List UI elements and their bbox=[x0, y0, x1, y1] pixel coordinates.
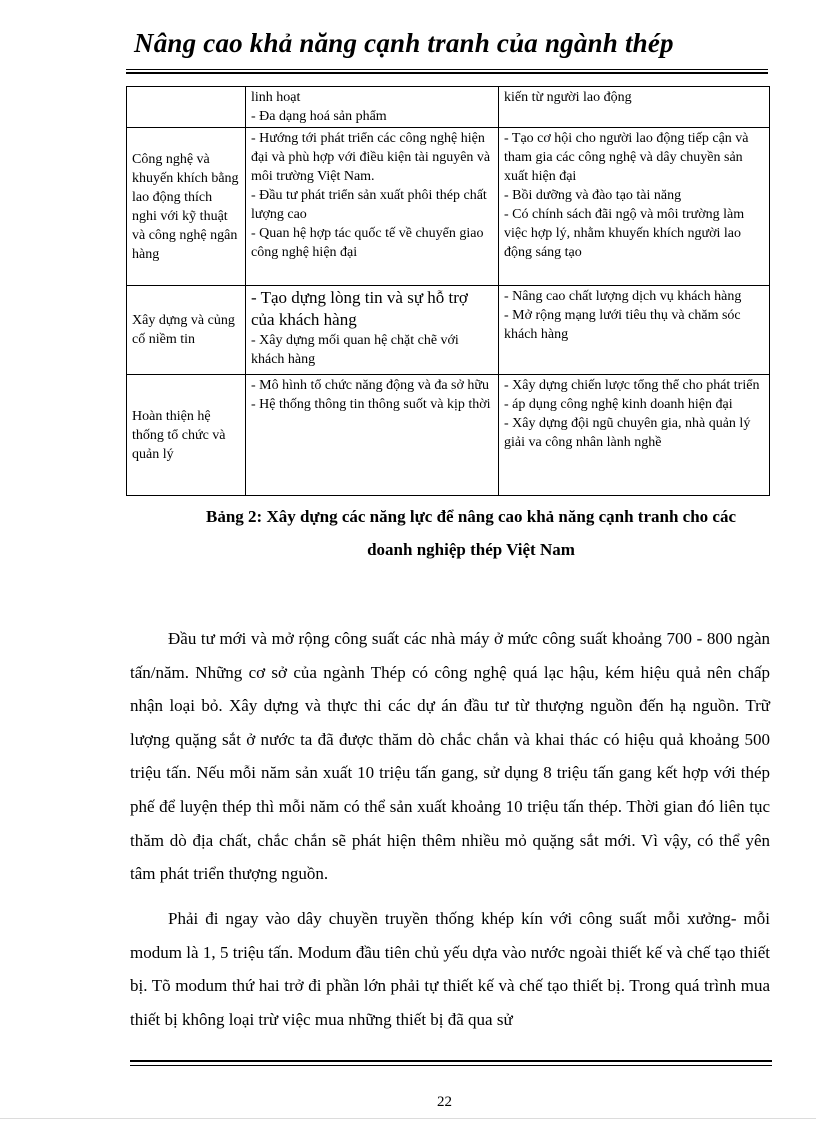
row-measures bbox=[246, 128, 499, 286]
table-row bbox=[127, 87, 770, 128]
cell-line: - Tạo cơ hội cho người lao động tiếp cận và tham gia các công nghệ và dây chuyền sản xuất hiện đại bbox=[504, 131, 749, 184]
body-paragraph: Phải đi ngay vào dây chuyền truyền thống khép kín với công suất mỗi xưởng- mỗi modum là 1, 5 triệu tấn. Modum đầu tiên chủ yếu dựa vào nước ngoài thiết kế và chế tạo thiết bị. Tõ modum thứ hai trở đi phần lớn phải tự thiết kế và chế tạo thiết bị. Trong quá trình mua thiết bị không loại trừ việc mua những thiết bị đã qua sử bbox=[130, 909, 770, 1029]
row-label: Hoàn thiện hệ thống tổ chức và quản lý bbox=[127, 375, 246, 496]
cell-line: - Hệ thống thông tin thông suốt và kịp thời bbox=[251, 397, 491, 412]
cell-line: - Quan hệ hợp tác quốc tế về chuyển giao công nghệ hiện đại bbox=[251, 226, 484, 260]
body-paragraph: Đầu tư mới và mở rộng công suất các nhà máy ở mức công suất khoảng 700 - 800 ngàn tấn/năm. Những cơ sở của ngành Thép có công nghệ quá lạc hậu, kém hiệu quả nên chấp nhận loại bỏ. Xây dựng và thực thi các dự án đầu tư từ thượng nguồn đến hạ nguồn. Trữ lượng quặng sắt ở nước ta đã được thăm dò chắc chắn và khai thác có hiệu quả khoảng 500 triệu tấn. Nếu mỗi năm sản xuất 10 triệu tấn gang, sử dụng 8 triệu tấn gang kết hợp với thép phế để luyện thép thì mỗi năm có thể sản xuất khoảng 10 triệu tấn thép. Thời gian đó liên tục thăm dò địa chất, chắc chắn sẽ phát hiện thêm nhiều mỏ quặng sắt mới. Vì vậy, có thể yên tâm phát triển thượng nguồn. bbox=[130, 629, 770, 884]
cell-line: kiến từ người lao động bbox=[504, 90, 632, 105]
row-measures bbox=[246, 286, 499, 375]
page-number: 22 bbox=[437, 1094, 452, 1110]
row-label: Công nghệ và khuyến khích bằng lao động thích nghi với kỹ thuật và công nghệ ngân hàng bbox=[127, 128, 246, 286]
row-label bbox=[127, 87, 246, 128]
row-measures bbox=[246, 375, 499, 496]
table-caption-line-1: Bảng 2: Xây dựng các năng lực để nâng cao khả năng cạnh tranh cho các bbox=[206, 507, 736, 526]
cell-line: - Mở rộng mạng lưới tiêu thụ và chăm sóc khách hàng bbox=[504, 308, 741, 342]
cell-line: - Xây dựng đội ngũ chuyên gia, nhà quản lý giải va công nhân lành nghề bbox=[504, 416, 751, 450]
row-actions bbox=[499, 87, 770, 128]
page-header-title: Nâng cao khả năng cạnh tranh của ngành thép bbox=[134, 28, 674, 58]
page-edge bbox=[0, 1118, 816, 1119]
cell-line: - Nâng cao chất lượng dịch vụ khách hàng bbox=[504, 289, 742, 304]
table-row bbox=[127, 286, 770, 375]
table-row bbox=[127, 128, 770, 286]
cell-line: - Mô hình tổ chức năng động và đa sở hữu bbox=[251, 378, 489, 393]
table-caption-line-2: doanh nghiệp thép Việt Nam bbox=[367, 540, 575, 559]
table-row bbox=[127, 375, 770, 496]
cell-line: - Đầu tư phát triển sản xuất phôi thép chất lượng cao bbox=[251, 188, 487, 222]
header-rule-thin bbox=[126, 69, 768, 70]
cell-line: - Xây dựng chiến lược tổng thể cho phát triển bbox=[504, 378, 760, 393]
cell-line: - Đa dạng hoá sản phẩm bbox=[251, 109, 387, 124]
cell-line: linh hoạt bbox=[251, 90, 301, 105]
cell-line: - Bồi dưỡng và đào tạo tài năng bbox=[504, 188, 682, 203]
row-measures bbox=[246, 87, 499, 128]
footer-rule-thin bbox=[130, 1065, 772, 1066]
row-actions bbox=[499, 286, 770, 375]
cell-line-emphasis: - Tạo dựng lòng tin và sự hỗ trợ của khách hàng bbox=[251, 288, 468, 329]
cell-line: - Hướng tới phát triển các công nghệ hiện đại và phù hợp với điều kiện tài nguyên và môi trường Việt Nam. bbox=[251, 131, 491, 184]
row-label: Xây dựng và củng cố niềm tin bbox=[127, 286, 246, 375]
cell-line: - Có chính sách đãi ngộ và môi trường làm việc hợp lý, nhằm khuyến khích người lao động sáng tạo bbox=[504, 207, 745, 260]
capability-table bbox=[126, 86, 770, 496]
row-actions bbox=[499, 128, 770, 286]
header-rule-thick bbox=[126, 72, 768, 74]
cell-line: - áp dụng công nghệ kinh doanh hiện đại bbox=[504, 397, 733, 412]
row-actions bbox=[499, 375, 770, 496]
cell-line: - Xây dựng mối quan hệ chặt chẽ với khách hàng bbox=[251, 333, 459, 367]
footer-rule-thick bbox=[130, 1060, 772, 1062]
